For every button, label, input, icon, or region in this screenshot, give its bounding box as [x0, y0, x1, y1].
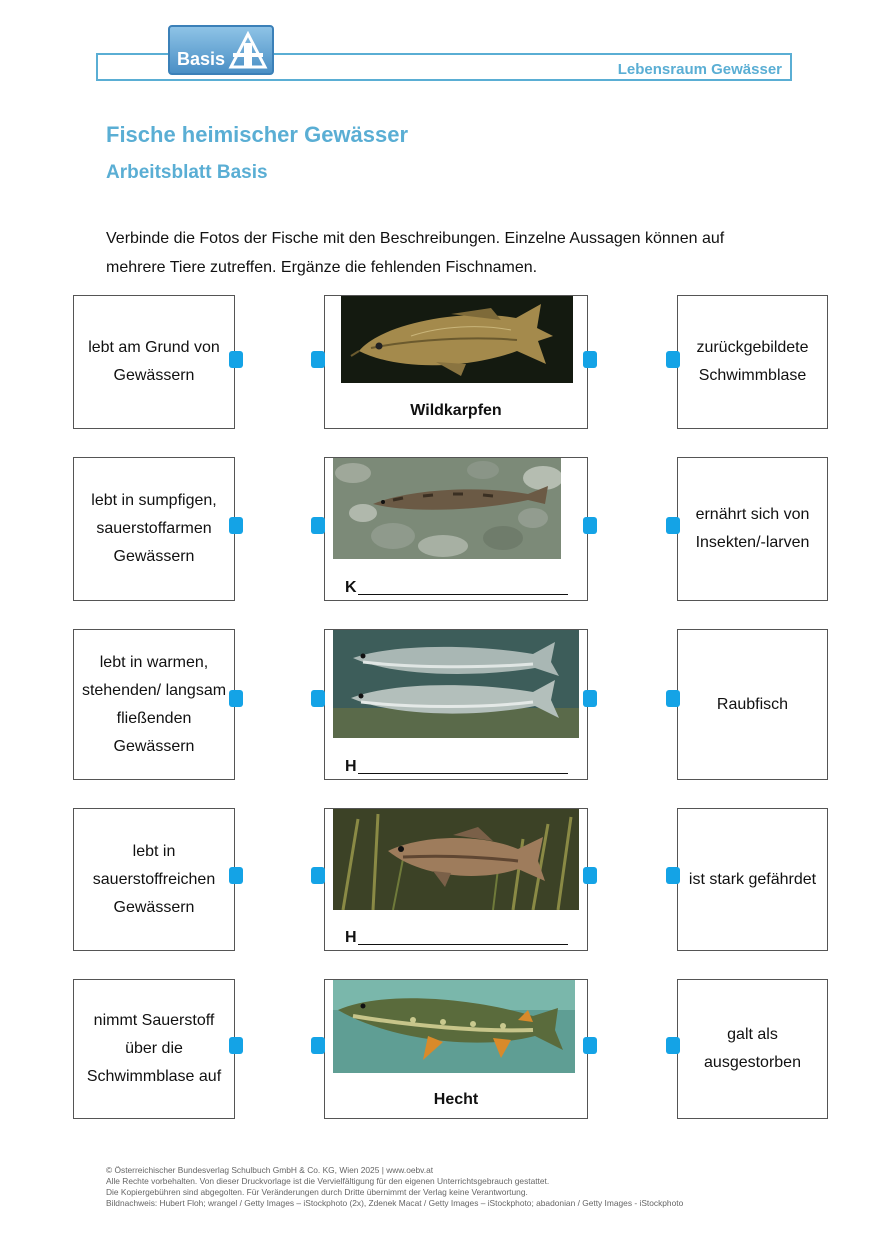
connector-dot[interactable]	[666, 1037, 680, 1054]
property-text: ernährt sich von Insekten/-larven	[695, 506, 810, 551]
connector-dot[interactable]	[666, 690, 680, 707]
footer-line: © Österreichischer Bundesverlag Schulbuch GmbH & Co. KG, Wien 2025 | www.oebv.at	[106, 1165, 434, 1175]
fish-card	[324, 295, 588, 429]
description-box[interactable]	[73, 457, 235, 601]
logo-text: Basis	[177, 49, 226, 69]
page-title: Fische heimischer Gewässer	[106, 122, 409, 147]
property-box[interactable]	[677, 808, 828, 951]
huchen-photo	[333, 630, 579, 738]
connector-dot[interactable]	[229, 1037, 243, 1054]
footer-line: Alle Rechte vorbehalten. Von dieser Druckvorlage ist die Vervielfältigung für den eigenen Unterrichtsgebrauch gestattet.	[106, 1176, 550, 1186]
page-subtitle: Arbeitsblatt Basis	[106, 162, 268, 183]
fish-card	[324, 629, 588, 780]
connector-dot[interactable]	[666, 351, 680, 368]
property-box[interactable]	[677, 979, 828, 1119]
connector-dot[interactable]	[229, 867, 243, 884]
fish-card	[324, 979, 588, 1119]
property-text: Raubfisch	[716, 695, 789, 713]
fish-name-label: Hecht	[433, 1091, 479, 1108]
property-text: ist stark gefährdet	[688, 870, 817, 888]
property-text: zurückgebildete Schwimmblase	[696, 339, 809, 384]
connector-dot[interactable]	[311, 690, 325, 707]
pike-photo	[333, 980, 575, 1073]
loach-photo	[333, 458, 561, 559]
fish-name-prefix: H	[345, 758, 357, 775]
connector-dot[interactable]	[666, 867, 680, 884]
basis-logo	[168, 25, 274, 75]
description-box[interactable]	[73, 808, 235, 951]
property-text: galt als ausgestorben	[704, 1026, 801, 1071]
connector-dot[interactable]	[311, 351, 325, 368]
description-box[interactable]	[73, 979, 235, 1119]
description-box[interactable]	[73, 629, 235, 780]
description-text: lebt in warmen, stehenden/ langsam fließenden Gewässern	[81, 653, 227, 755]
property-box[interactable]	[677, 457, 828, 601]
connector-dot[interactable]	[311, 517, 325, 534]
property-box[interactable]	[677, 629, 828, 780]
description-text: lebt am Grund von Gewässern	[88, 339, 220, 384]
header-topic: Lebensraum Gewässer	[617, 61, 782, 78]
connector-dot[interactable]	[666, 517, 680, 534]
carp-photo	[341, 296, 573, 383]
fish-name-blank[interactable]	[358, 594, 568, 595]
connector-dot[interactable]	[583, 867, 597, 884]
connector-dot[interactable]	[583, 351, 597, 368]
connector-dot[interactable]	[583, 690, 597, 707]
fish-card	[324, 457, 588, 601]
connector-dot[interactable]	[229, 351, 243, 368]
fish-name-blank[interactable]	[358, 944, 568, 945]
footer-line: Die Kopiergebühren sind abgegolten. Für Veränderungen durch Dritte übernimmt der Verlag keine Verantwortung.	[106, 1187, 528, 1197]
hundsfisch-photo	[333, 809, 579, 910]
connector-dot[interactable]	[311, 1037, 325, 1054]
fish-name-prefix: H	[345, 929, 357, 946]
fish-name-label: Wildkarpfen	[410, 402, 502, 419]
description-box[interactable]	[73, 295, 235, 429]
description-text: lebt in sauerstoffreichen Gewässern	[92, 842, 216, 916]
connector-dot[interactable]	[311, 867, 325, 884]
description-text: lebt in sumpfigen, sauerstoffarmen Gewässern	[91, 492, 217, 565]
footer	[106, 1165, 683, 1209]
fish-name-prefix: K	[345, 579, 357, 596]
connector-dot[interactable]	[229, 690, 243, 707]
fish-name-blank[interactable]	[358, 773, 568, 774]
footer-line: Bildnachweis: Hubert Floh; wrangel / Getty Images – iStockphoto (2x), Zdenek Macat / Getty Images – iStockphoto; abadonian / Getty Images - iStockphoto	[106, 1198, 684, 1208]
connector-dot[interactable]	[583, 517, 597, 534]
instructions: Verbinde die Fotos der Fische mit den Beschreibungen. Einzelne Aussagen können auf mehrere Tiere zutreffen. Ergänze die fehlenden Fischnamen.	[106, 230, 725, 276]
connector-dot[interactable]	[229, 517, 243, 534]
fish-card	[324, 808, 588, 951]
description-text: nimmt Sauerstoff über die Schwimmblase auf	[86, 1012, 222, 1085]
connector-dot[interactable]	[583, 1037, 597, 1054]
property-box[interactable]	[677, 295, 828, 429]
triangle-logo-icon	[228, 31, 268, 71]
